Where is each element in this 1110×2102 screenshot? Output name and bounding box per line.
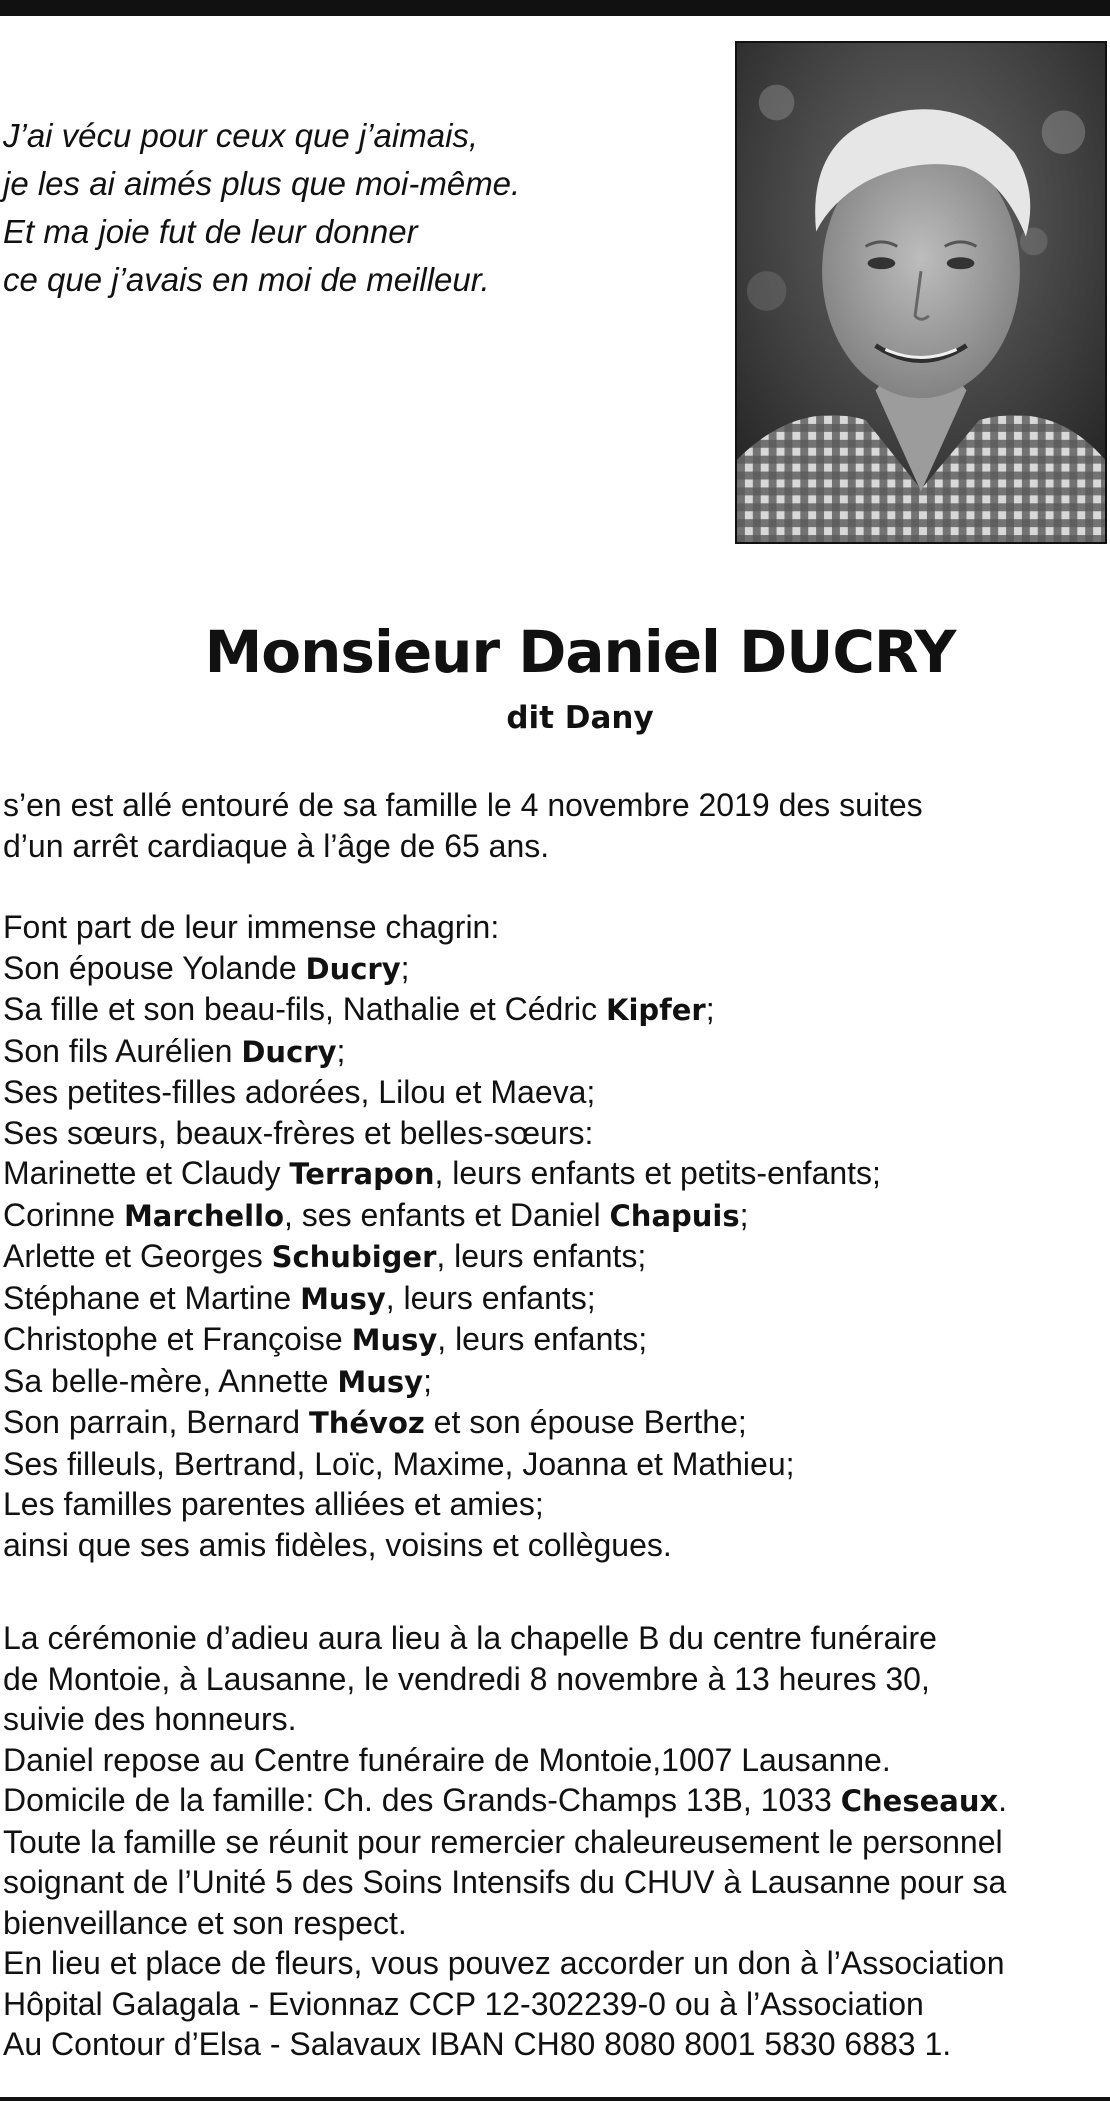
- text-segment: Daniel repose au Centre funéraire de Montoie,1007 Lausanne.: [3, 1741, 891, 1778]
- text-segment: Ses filleuls, Bertrand, Loïc, Maxime, Joanna et Mathieu;: [3, 1445, 795, 1482]
- poem-line: Et ma joie fut de leur donner: [3, 213, 418, 250]
- family-line: [3, 1484, 1103, 1525]
- text-segment: .: [998, 1782, 1008, 1818]
- text-segment: de Montoie, à Lausanne, le vendredi 8 novembre à 13 heures 30,: [3, 1660, 930, 1697]
- ceremony-line: [3, 1822, 1103, 1863]
- intro-line: s’en est allé entouré de sa famille le 4 novembre 2019 des suites: [3, 787, 923, 823]
- text-segment: suivie des honneurs.: [3, 1701, 297, 1737]
- family-line: [3, 1195, 1103, 1237]
- surname: Ducry: [305, 951, 401, 986]
- text-segment: Sa fille et son beau-fils, Nathalie et Cédric: [3, 991, 606, 1027]
- surname: Ducry: [241, 1034, 337, 1069]
- ceremony-line: [3, 1903, 1103, 1944]
- ceremony-line: [3, 1740, 1103, 1781]
- text-segment: , ses enfants et Daniel: [284, 1196, 610, 1233]
- text-segment: Son fils Aurélien: [3, 1032, 242, 1069]
- family-line: [3, 1113, 1103, 1154]
- text-segment: ;: [423, 1362, 432, 1399]
- text-segment: En lieu et place de fleurs, vous pouvez accorder un don à l’Association: [3, 1945, 1005, 1981]
- surname: Schubiger: [271, 1240, 437, 1274]
- text-segment: Marinette et Claudy: [3, 1155, 290, 1191]
- top-rule: [0, 0, 1110, 16]
- family-line: [3, 948, 1103, 990]
- text-segment: soignant de l’Unité 5 des Soins Intensifs du CHUV à Lausanne pour sa: [3, 1864, 1007, 1900]
- family-line: [3, 1031, 1103, 1073]
- ceremony-line: [3, 1699, 1103, 1740]
- poem-line: J’ai vécu pour ceux que j’aimais,: [3, 117, 479, 154]
- surname: Terrapon: [289, 1157, 435, 1191]
- ceremony-line: [3, 1984, 1103, 2025]
- intro-line: d’un arrêt cardiaque à l’âge de 65 ans.: [3, 827, 550, 864]
- text-segment: Ses petites-filles adorées, Lilou et Maeva;: [3, 1074, 596, 1110]
- family-line: [3, 1525, 1103, 1566]
- poem: [3, 112, 703, 304]
- ceremony-line: [3, 1943, 1103, 1984]
- family-line: [3, 1153, 1103, 1195]
- poem-line: ce que j’avais en moi de meilleur.: [3, 261, 490, 298]
- ceremony-line: [3, 1862, 1103, 1903]
- ceremony-line: [3, 1659, 1103, 1700]
- family-list: [3, 907, 1103, 1565]
- text-segment: Stéphane et Martine: [3, 1279, 301, 1316]
- family-line: [3, 1319, 1103, 1361]
- family-line: [3, 1361, 1103, 1403]
- text-segment: et son épouse Berthe;: [424, 1404, 747, 1440]
- bottom-rule: [0, 2097, 1110, 2101]
- portrait-image: [737, 43, 1105, 542]
- surname: Musy: [351, 1323, 438, 1357]
- portrait-photo: [735, 41, 1107, 544]
- family-line: [3, 1278, 1103, 1320]
- text-segment: La cérémonie d’adieu aura lieu à la chapelle B du centre funéraire: [3, 1620, 937, 1656]
- ceremony-paragraph: [3, 1618, 1103, 2065]
- text-segment: Christophe et Françoise: [3, 1321, 352, 1357]
- text-segment: , leurs enfants;: [436, 1238, 647, 1274]
- text-segment: ;: [705, 991, 715, 1027]
- text-segment: Arlette et Georges: [3, 1238, 272, 1274]
- text-segment: Au Contour d’Elsa - Salavaux IBAN CH80 8080 8001 5830 6883 1.: [3, 2026, 952, 2062]
- text-segment: Domicile de la famille: Ch. des Grands-Champs 13B, 1033: [3, 1782, 841, 1818]
- surname: Musy: [300, 1281, 386, 1316]
- family-line: [3, 1402, 1103, 1444]
- text-segment: , leurs enfants et petits-enfants;: [434, 1155, 881, 1191]
- surname: Kipfer: [605, 993, 706, 1027]
- text-segment: bienveillance et son respect.: [3, 1904, 407, 1941]
- ceremony-line: [3, 1618, 1103, 1659]
- family-line: [3, 1072, 1103, 1113]
- text-segment: Font part de leur immense chagrin:: [3, 909, 500, 945]
- text-segment: ;: [739, 1196, 749, 1233]
- text-segment: Toute la famille se réunit pour remercier chaleureusement le personnel: [3, 1823, 1003, 1860]
- text-segment: ;: [336, 1032, 346, 1069]
- ceremony-line: [3, 1780, 1103, 1822]
- surname: Marchello: [123, 1198, 284, 1233]
- ceremony-line: [3, 2024, 1103, 2065]
- intro-paragraph: [3, 785, 1103, 866]
- text-segment: Corinne: [3, 1196, 124, 1233]
- text-segment: Son épouse Yolande: [3, 949, 306, 986]
- surname: Chapuis: [609, 1198, 740, 1233]
- poem-line: je les ai aimés plus que moi-même.: [3, 165, 521, 202]
- deceased-name: Monsieur Daniel DUCRY: [204, 618, 956, 686]
- text-segment: Ses sœurs, beaux-frères et belles-sœurs:: [3, 1114, 594, 1151]
- text-segment: Les familles parentes alliées et amies;: [3, 1486, 544, 1522]
- text-segment: Sa belle-mère, Annette: [3, 1362, 338, 1399]
- surname: Cheseaux: [840, 1784, 999, 1818]
- nickname: dit Dany: [506, 700, 654, 736]
- text-segment: ;: [400, 949, 410, 986]
- text-segment: Hôpital Galagala - Evionnaz CCP 12-302239-0 ou à l’Association: [3, 1985, 924, 2022]
- surname: Thévoz: [308, 1406, 425, 1440]
- family-line: [3, 1236, 1103, 1278]
- family-line: [3, 907, 1103, 948]
- family-line: [3, 989, 1103, 1031]
- surname: Musy: [337, 1364, 424, 1399]
- text-segment: ainsi que ses amis fidèles, voisins et collègues.: [3, 1526, 672, 1563]
- text-segment: Son parrain, Bernard: [3, 1404, 309, 1440]
- text-segment: , leurs enfants;: [437, 1321, 648, 1357]
- text-segment: , leurs enfants;: [385, 1279, 596, 1316]
- family-line: [3, 1444, 1103, 1485]
